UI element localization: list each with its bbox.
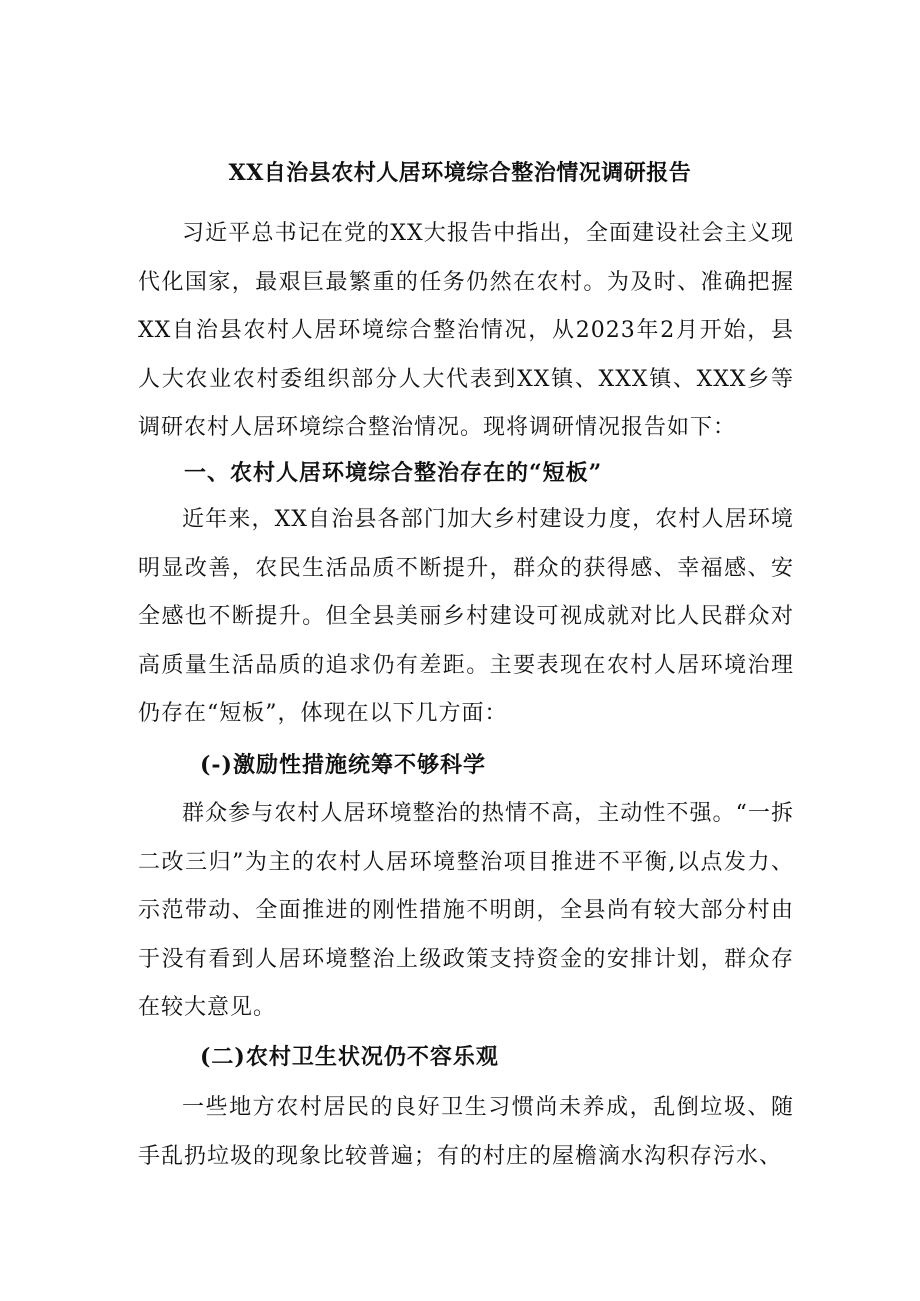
section-1-heading: 一、农村人居环境综合整治存在的“短板” xyxy=(184,460,603,486)
subsection-1-heading: (-)激励性措施统筹不够科学 xyxy=(200,752,486,778)
intro-paragraph: 习近平总书记在党的XX大报告中指出，全面建设社会主义现代化国家，最艰巨最繁重的任务仍然在农村。为及时、准确把握XX自治县农村人居环境综合整治情况，从2023年2月开始，县人大农业农村委组织部分人大代表到XX镇、XXX镇、XXX乡等调研农村人居环境综合整治情况。现将调研情况报告如下： xyxy=(138,221,794,440)
subsection-1-paragraph: 群众参与农村人居环境整治的热情不高，主动性不强。“一拆二改三归”为主的农村人居环境整治项目推进不平衡,以点发力、示范带动、全面推进的刚性措施不明朗，全县尚有较大部分村由于没有看到人居环境整治上级政策支持资金的安排计划，群众存在较大意见。 xyxy=(138,801,794,1020)
document-title: XX自治县农村人居环境综合整治情况调研报告 xyxy=(228,160,692,186)
subsection-2-paragraph: 一些地方农村居民的良好卫生习惯尚未养成，乱倒垃圾、随手乱扔垃圾的现象比较普遍；有的村庄的屋檐滴水沟积存污水、 xyxy=(138,1095,794,1169)
section-1-paragraph: 近年来，XX自治县各部门加大乡村建设力度，农村人居环境明显改善，农民生活品质不断提升，群众的获得感、幸福感、安全感也不断提升。但全县美丽乡村建设可视成就对比人民群众对高质量生活品质的追求仍有差距。主要表现在农村人居环境治理仍存在“短板”，体现在以下几方面： xyxy=(138,507,794,726)
subsection-2-heading: (二)农村卫生状况仍不容乐观 xyxy=(200,1044,499,1070)
